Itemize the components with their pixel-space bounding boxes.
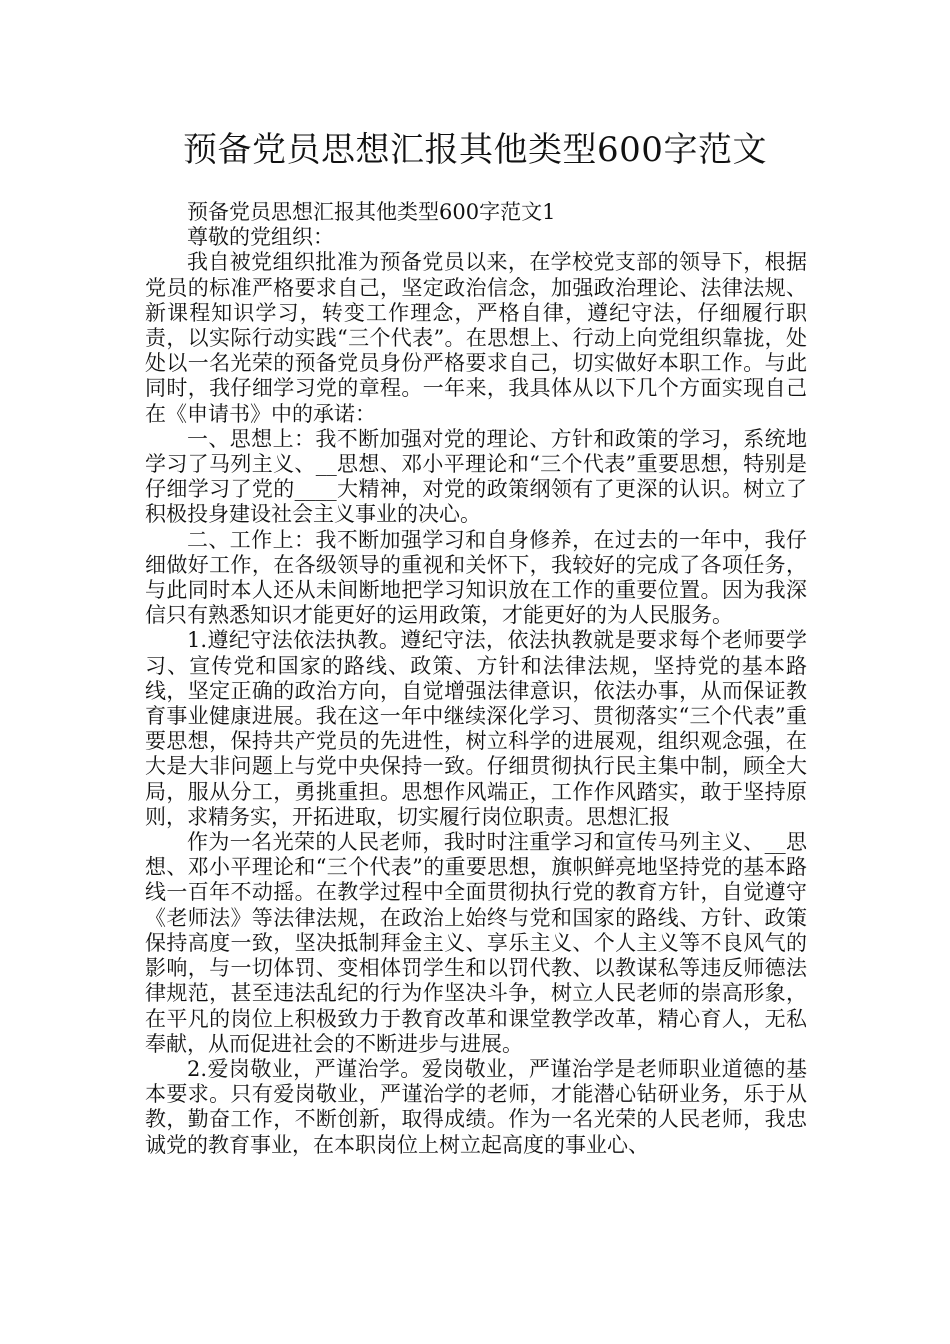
paragraph-teacher: 作为一名光荣的人民老师，我时时注重学习和宣传马列主义、__思想、邓小平理论和“三个代表”的重要思想，旗帜鲜亮地坚持党的基本路线一百年不动摇。在教学过程中全面贯彻执行党的教育方针，自觉遵守《老师法》等法律法规，在政治上始终与党和国家的路线、方针、政策保持高度一致，坚决抵制拜金主义、享乐主义、个人主义等不良风气的影响，与一切体罚、变相体罚学生和以罚代教、以教谋私等违反师德法律规范，甚至违法乱纪的行为作坚决斗争，树立人民老师的崇高形象，在平凡的岗位上积极致力于教育改革和课堂教学改革，精心育人，无私奉献，从而促进社会的不断进步与进展。 <box>145 830 807 1056</box>
section-heading: 预备党员思想汇报其他类型600字范文1 <box>187 200 556 224</box>
document-title: 预备党员思想汇报其他类型600字范文 <box>183 130 767 170</box>
document-body <box>145 200 807 1158</box>
paragraph-thought: 一、思想上：我不断加强对党的理论、方针和政策的学习，系统地学习了马列主义、__思想、邓小平理论和“三个代表”重要思想，特别是仔细学习了党的____大精神，对党的政策纲领有了更深的认识。树立了积极投身建设社会主义事业的决心。 <box>145 426 807 527</box>
paragraph-dedication: 2.爱岗敬业，严谨治学。爱岗敬业，严谨治学是老师职业道德的基本要求。只有爱岗敬业，严谨治学的老师，才能潜心钻研业务，乐于从教，勤奋工作，不断创新，取得成绩。作为一名光荣的人民老师，我忠诚党的教育事业，在本职岗位上树立起高度的事业心、 <box>145 1056 807 1157</box>
salutation: 尊敬的党组织： <box>187 225 334 250</box>
paragraph-work: 二、工作上：我不断加强学习和自身修养，在过去的一年中，我仔细做好工作，在各级领导的重视和关怀下，我较好的完成了各项任务，与此同时本人还从未间断地把学习知识放在工作的重要位置。因为我深信只有熟悉知识才能更好的运用政策，才能更好的为人民服务。 <box>145 527 807 628</box>
paragraph-intro: 我自被党组织批准为预备党员以来，在学校党支部的领导下，根据党员的标准严格要求自己，坚定政治信念，加强政治理论、法律法规、新课程知识学习，转变工作理念，严格自律，遵纪守法，仔细履行职责，以实际行动实践“三个代表”。在思想上、行动上向党组织靠拢，处处以一名光荣的预备党员身份严格要求自己，切实做好本职工作。与此同时，我仔细学习党的章程。一年来，我具体从以下几个方面实现自己在《申请书》中的承诺： <box>145 250 807 426</box>
paragraph-law: 1.遵纪守法依法执教。遵纪守法，依法执教就是要求每个老师要学习、宣传党和国家的路线、政策、方针和法律法规，坚持党的基本路线，坚定正确的政治方向，自觉增强法律意识，依法办事，从而保证教育事业健康进展。我在这一年中继续深化学习、贯彻落实“三个代表”重要思想，保持共产党员的先进性，树立科学的进展观，组织观念强，在大是大非问题上与党中央保持一致。仔细贯彻执行民主集中制，顾全大局，服从分工，勇挑重担。思想作风端正，工作作风踏实，敢于坚持原则，求精务实，开拓进取，切实履行岗位职责。思想汇报 <box>145 628 807 829</box>
